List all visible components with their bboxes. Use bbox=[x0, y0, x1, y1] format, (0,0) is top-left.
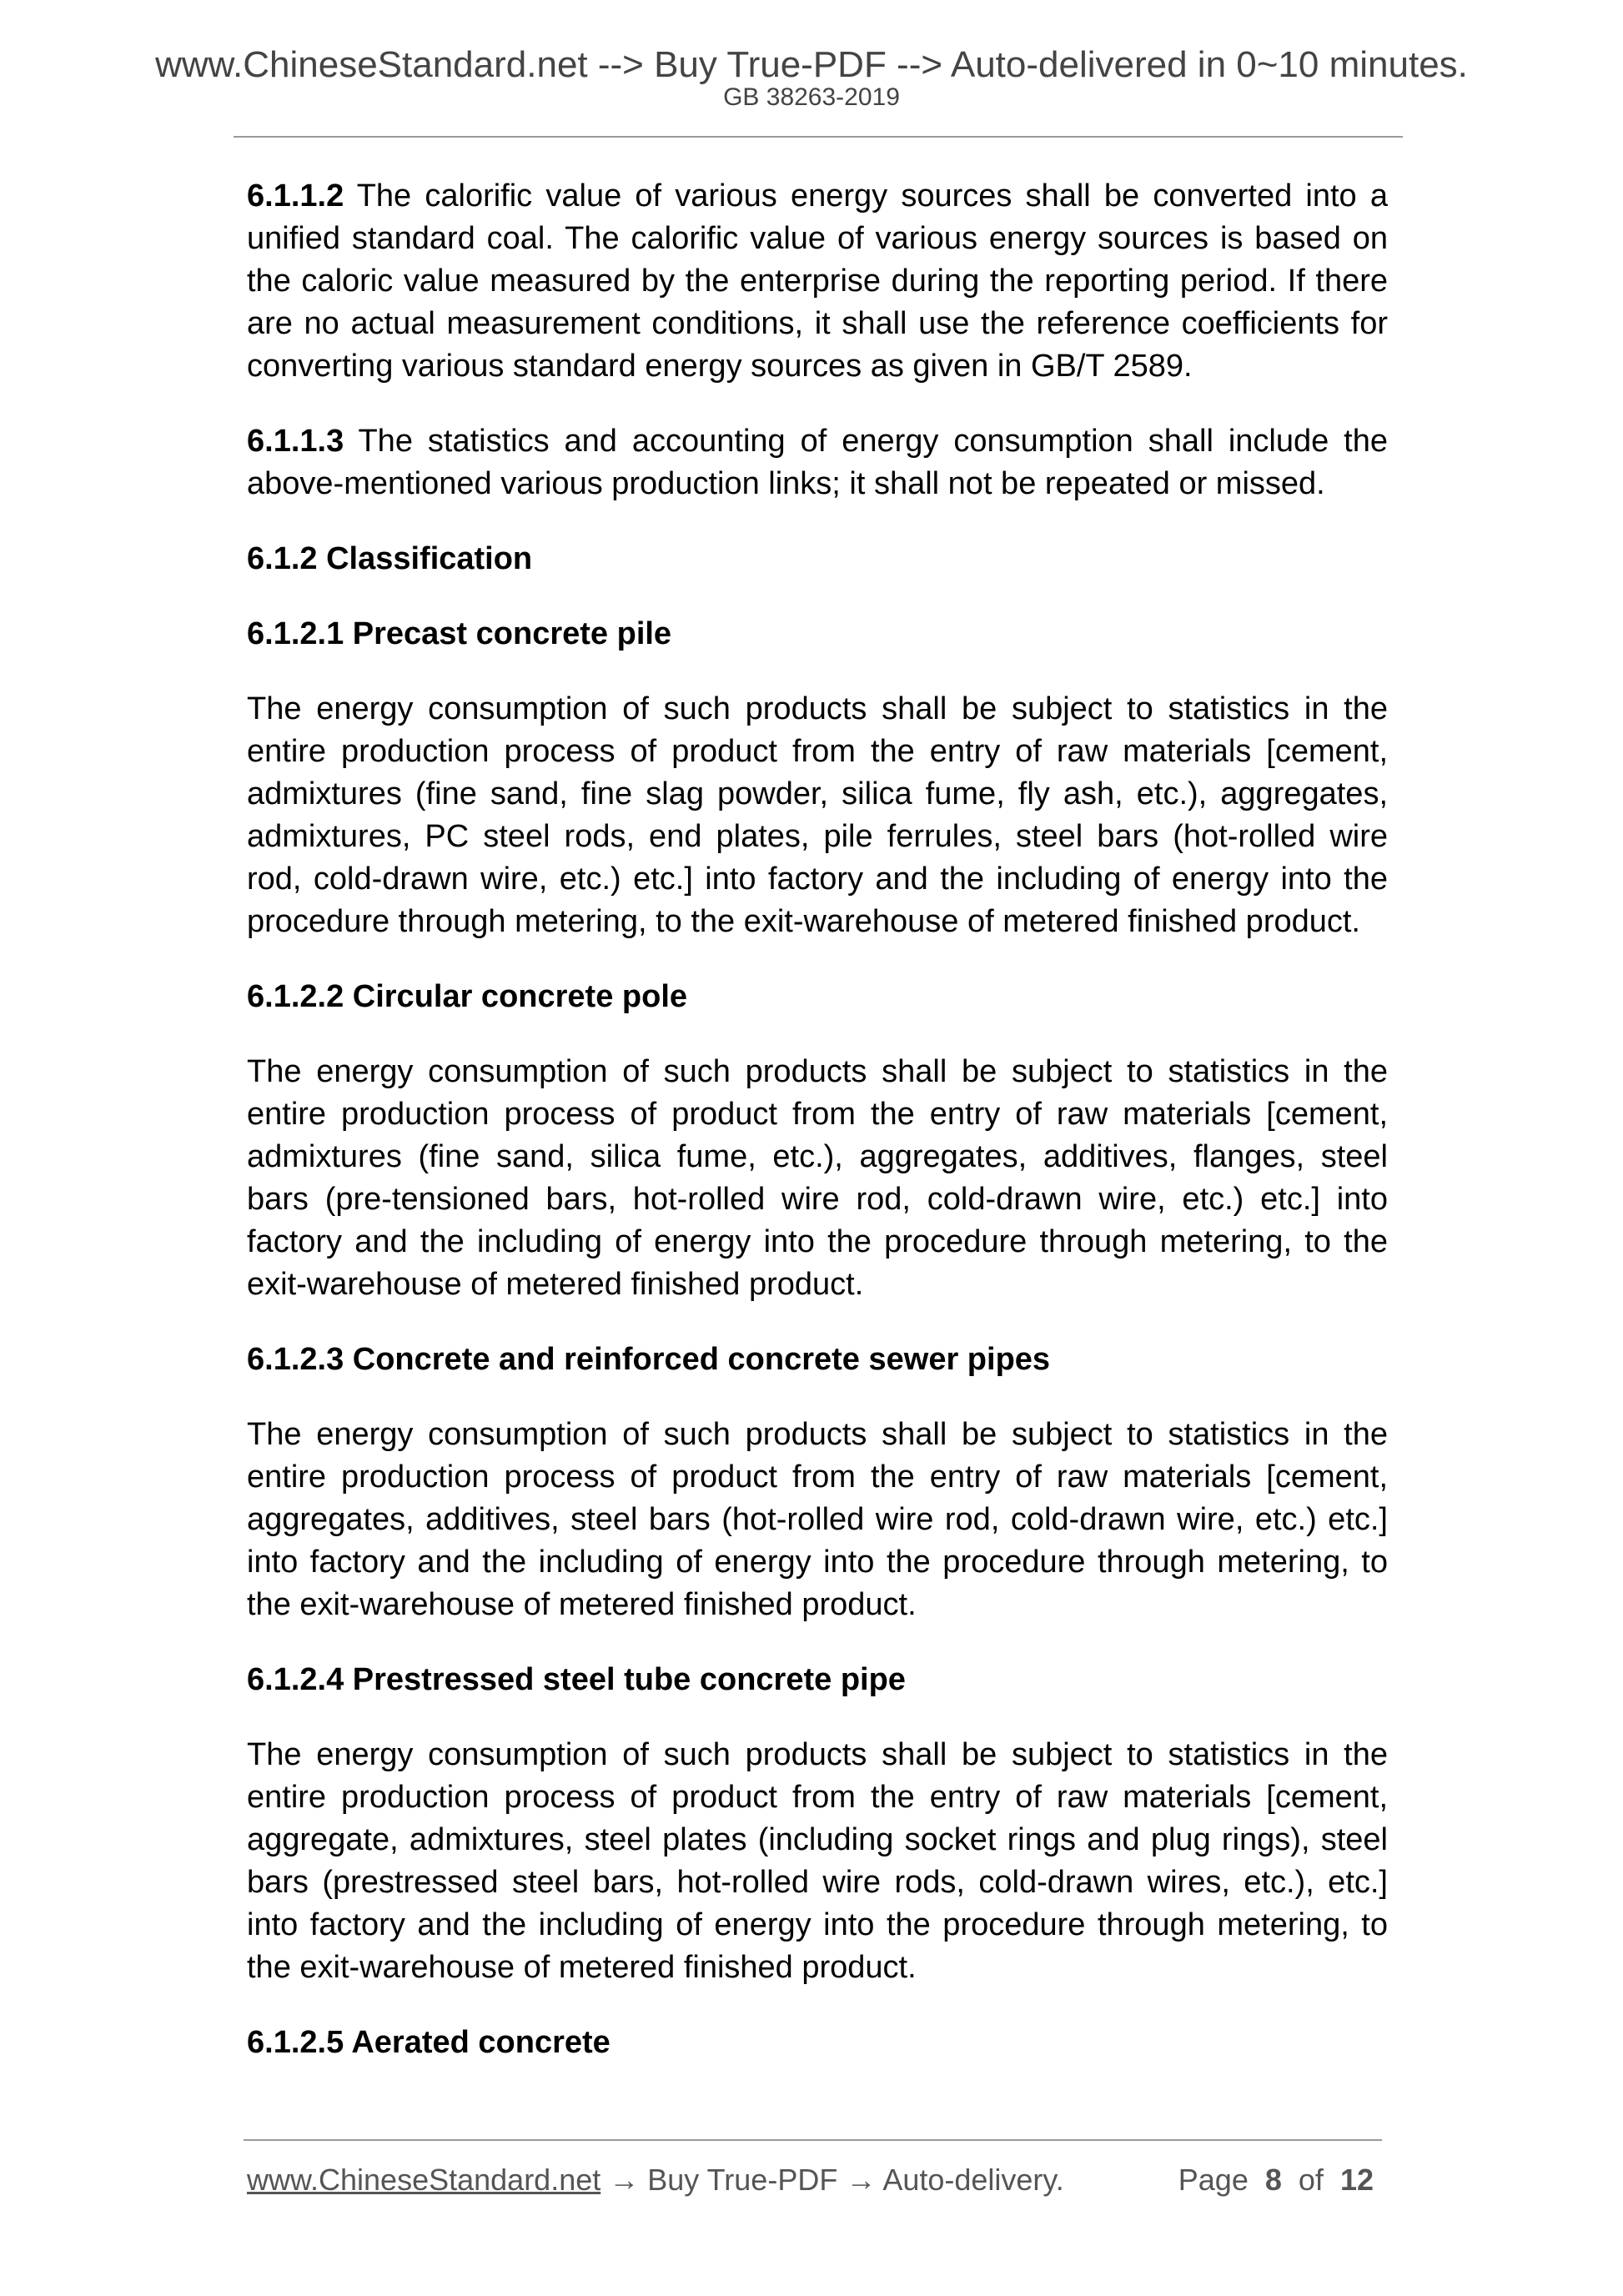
section-heading: 6.1.2.2 Circular concrete pole bbox=[247, 979, 688, 1014]
footer-site-link[interactable]: www.ChineseStandard.net bbox=[247, 2163, 601, 2197]
standard-number: GB 38263-2019 bbox=[723, 83, 900, 111]
footer-divider bbox=[244, 2139, 1382, 2141]
page-label: Page bbox=[1178, 2163, 1249, 2197]
clause-number: 6.1.1.3 bbox=[247, 424, 344, 459]
section-heading: 6.1.2.4 Prestressed steel tube concrete pipe bbox=[247, 1662, 906, 1697]
of-label: of bbox=[1298, 2163, 1324, 2197]
current-page: 8 bbox=[1264, 2163, 1282, 2197]
paragraph-text: The energy consumption of such products shall be subject to statistics in the entire production process of product from the entry of raw materials [cement, aggregates, additives, steel bars (hot-rolled wire rod, cold-drawn wire, etc.) etc.] into factory and the including of energy into the procedure through metering, to the exit-warehouse of metered finished product. bbox=[247, 1417, 1388, 1622]
clause-number: 6.1.1.2 bbox=[247, 178, 344, 214]
body-paragraph bbox=[247, 1734, 1388, 1989]
paragraph-text: The calorific value of various energy sources shall be converted into a unified standard coal. The calorific value of various energy sources is based on the caloric value measured by the enterprise during the reporting period. If there are no actual measurement conditions, it shall use the reference coefficients for converting various standard energy sources as given in GB/T 2589. bbox=[247, 178, 1388, 384]
paragraph-text: The energy consumption of such products shall be subject to statistics in the entire production process of product from the entry of raw materials [cement, admixtures (fine sand, fine slag powder, silica fume, fly ash, etc.), aggregates, admixtures, PC steel rods, end plates, pile ferrules, steel bars (hot-rolled wire rod, cold-drawn wire, etc.) etc.] into factory and the including of energy into the procedure through metering, to the exit-warehouse of metered finished product. bbox=[247, 691, 1388, 939]
body-paragraph bbox=[247, 175, 1388, 388]
body-paragraph bbox=[247, 420, 1388, 505]
paragraph-text: The energy consumption of such products shall be subject to statistics in the entire production process of product from the entry of raw materials [cement, aggregate, admixtures, steel plates (including socket rings and plug rings), steel bars (prestressed steel bars, hot-rolled wire rods, cold-drawn wires, etc.), etc.] into factory and the including of energy into the procedure through metering, to the exit-warehouse of metered finished product. bbox=[247, 1737, 1388, 1985]
total-pages: 12 bbox=[1339, 2163, 1374, 2197]
document-body bbox=[247, 175, 1388, 2097]
section-heading: 6.1.2.3 Concrete and reinforced concrete sewer pipes bbox=[247, 1342, 1051, 1377]
header-banner: www.ChineseStandard.net --> Buy True-PDF --> Auto-delivered in 0~10 minutes. bbox=[155, 44, 1468, 85]
section-heading: 6.1.2.5 Aerated concrete bbox=[247, 2025, 611, 2060]
section-heading: 6.1.2.1 Precast concrete pile bbox=[247, 616, 672, 651]
body-paragraph bbox=[247, 1414, 1388, 1626]
footer bbox=[247, 2162, 1382, 2198]
page-indicator bbox=[1178, 2162, 1374, 2198]
paragraph-text: The statistics and accounting of energy consumption shall include the above-mentioned various production links; it shall not be repeated or missed. bbox=[247, 424, 1388, 501]
body-paragraph bbox=[247, 1051, 1388, 1306]
paragraph-text: The energy consumption of such products shall be subject to statistics in the entire production process of product from the entry of raw materials [cement, admixtures (fine sand, silica fume, etc.), aggregates, additives, flanges, steel bars (pre-tensioned bars, hot-rolled wire rod, cold-drawn wire, etc.) etc.] into factory and the including of energy into the procedure through metering, to the exit-warehouse of metered finished product. bbox=[247, 1054, 1388, 1302]
header-divider bbox=[234, 136, 1403, 138]
section-heading: 6.1.2 Classification bbox=[247, 541, 533, 576]
body-paragraph bbox=[247, 688, 1388, 943]
footer-tagline: → Buy True-PDF → Auto-delivery. bbox=[600, 2163, 1064, 2197]
